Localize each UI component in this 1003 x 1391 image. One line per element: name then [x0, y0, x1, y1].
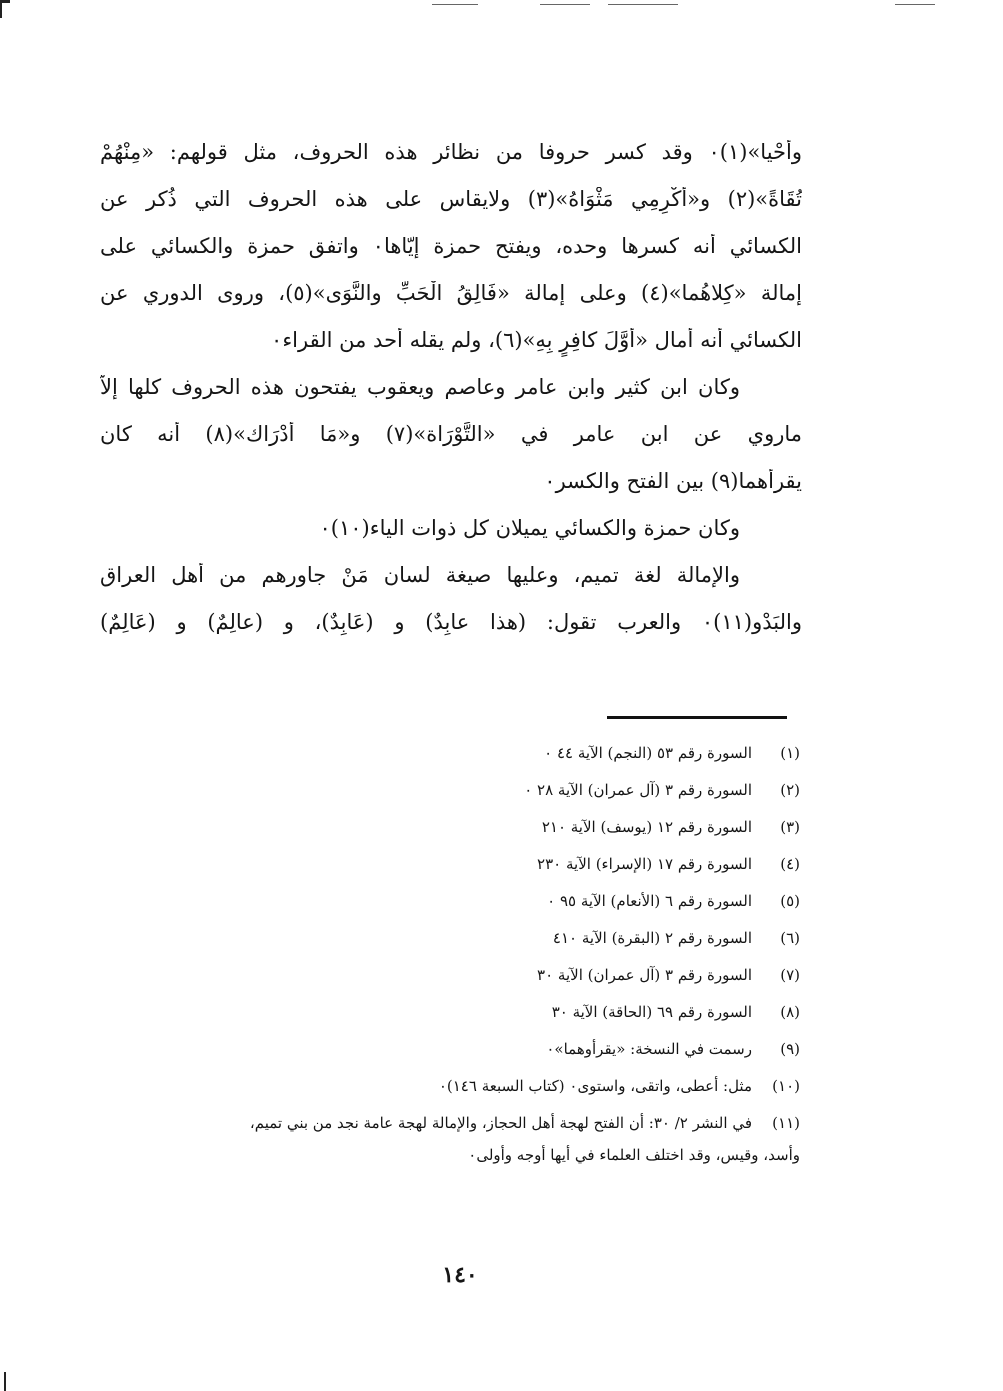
body-line-11: والبَدْو(١١)٠ والعرب تقول: (هذا عابِدٌ) و (عَابِدٌ)، و (عالِمٌ) و (عَالِمٌ) — [100, 610, 802, 634]
footnote-number: (٦) — [780, 929, 800, 947]
footnote-1 — [100, 743, 800, 780]
footnote-3 — [100, 817, 800, 854]
body-line-5: الكسائي أنه أمال «أوَّلَ كافِرٍ بِهِ»(٦)، ولم يقله أحد من القراء٠ — [271, 328, 802, 352]
footnote-number: (٢) — [780, 781, 800, 799]
scan-mark-top-2 — [540, 4, 590, 5]
footnote-4 — [100, 854, 800, 891]
footnote-5 — [100, 891, 800, 928]
footnote-number: (٣) — [780, 818, 800, 836]
footnote-separator — [607, 716, 787, 719]
body-line-1: وأحْيا»(١)٠ وقد كسر حروفا من نظائر هذه الحروف، مثل قولهم: «مِنْهُمْ — [100, 140, 802, 164]
body-line-7: ماروي عن ابن عامر في «التَّوْرَاة»(٧) و«مَا أدْرَاك»(٨) أنه كان — [100, 422, 802, 446]
body-line-9: وكان حمزة والكسائي يميلان كل ذوات الياء(١٠)٠ — [319, 516, 740, 540]
scan-mark-top-3 — [608, 4, 678, 5]
footnote-number: (٤) — [780, 855, 800, 873]
footnote-9 — [100, 1039, 800, 1076]
footnote-number: (٥) — [780, 892, 800, 910]
footnote-text: السورة رقم ٣ (آل عمران) الآية ٣٠ — [537, 966, 752, 984]
footnote-11 — [100, 1113, 800, 1145]
footnote-number: (٩) — [780, 1040, 800, 1058]
scan-mark-top-4 — [895, 4, 935, 5]
page-number: ١٤٠ — [442, 1262, 478, 1288]
footnote-text: في النشر ٢/ ٣٠: أن الفتح لهجة أهل الحجاز، والإمالة لهجة عامة نجد من بني تميم، — [249, 1114, 752, 1132]
footnote-8 — [100, 1002, 800, 1039]
footnote-text: السورة رقم ٦٩ (الحاقة) الآية ٣٠ — [551, 1003, 752, 1021]
footnote-7 — [100, 965, 800, 1002]
footnote-6 — [100, 928, 800, 965]
body-line-3: الكسائي أنه كسرها وحده، ويفتح حمزة إيّاها٠ واتفق حمزة والكسائي على — [100, 234, 802, 258]
footnote-number: (١) — [780, 744, 800, 762]
footnote-number: (٧) — [780, 966, 800, 984]
scan-mark-left-bottom — [4, 1372, 6, 1391]
footnote-text: السورة رقم ٥٣ (النجم) الآية ٤٤ ٠ — [544, 744, 752, 762]
body-line-6: وكان ابن كثير وابن عامر وعاصم ويعقوب يفتحون هذه الحروف كلها إلاّ — [100, 375, 740, 399]
scan-mark-top-1 — [432, 4, 478, 5]
body-line-8: يقرأهما(٩) بين الفتح والكسر٠ — [544, 469, 802, 493]
footnote-text: رسمت في النسخة: «يقرأوهما»٠ — [546, 1040, 752, 1058]
footnote-10 — [100, 1076, 800, 1113]
footnote-text: السورة رقم ١٧ (الإسراء) الآية ٢٣٠ — [537, 855, 752, 873]
footnote-text: السورة رقم ٣ (آل عمران) الآية ٢٨ ٠ — [524, 781, 752, 799]
footnote-number: (٨) — [780, 1003, 800, 1021]
body-text — [100, 140, 802, 657]
footnote-number: (١١) — [772, 1114, 800, 1132]
footnote-text: السورة رقم ١٢ (يوسف) الآية ٢١٠ — [541, 818, 752, 836]
footnote-number: (١٠) — [772, 1077, 800, 1095]
footnote-text: السورة رقم ٦ (الأنعام) الآية ٩٥ ٠ — [547, 892, 752, 910]
footnote-text: السورة رقم ٢ (البقرة) الآية ٤١٠ — [552, 929, 752, 947]
footnote-text: مثل: أعطى، واتقى، واستوى٠ (كتاب السبعة ١٤٦)٠ — [438, 1077, 752, 1095]
body-line-4: إمالة «كِلاهُما»(٤) وعلى إمالة «فَالِقُ الْحَبِّ والنَّوَى»(٥)، وروى الدوري عن — [100, 281, 802, 305]
footnote-2 — [100, 780, 800, 817]
footnote-11-continuation: وأسد، وقيس، وقد اختلف العلماء في أيها أوجه وأولى٠ — [468, 1146, 800, 1164]
footnotes — [100, 743, 800, 1182]
body-line-2: تُقَاةً»(٢) و«أكْرِمِي مَثْوَاهُ»(٣) ولايقاس على هذه الحروف التي ذُكر عن — [100, 187, 802, 211]
scan-mark-top-left-tick — [0, 0, 2, 18]
body-line-10: والإمالة لغة تميم، وعليها صيغة لسان مَنْ جاورهم من أهل العراق — [100, 563, 740, 587]
